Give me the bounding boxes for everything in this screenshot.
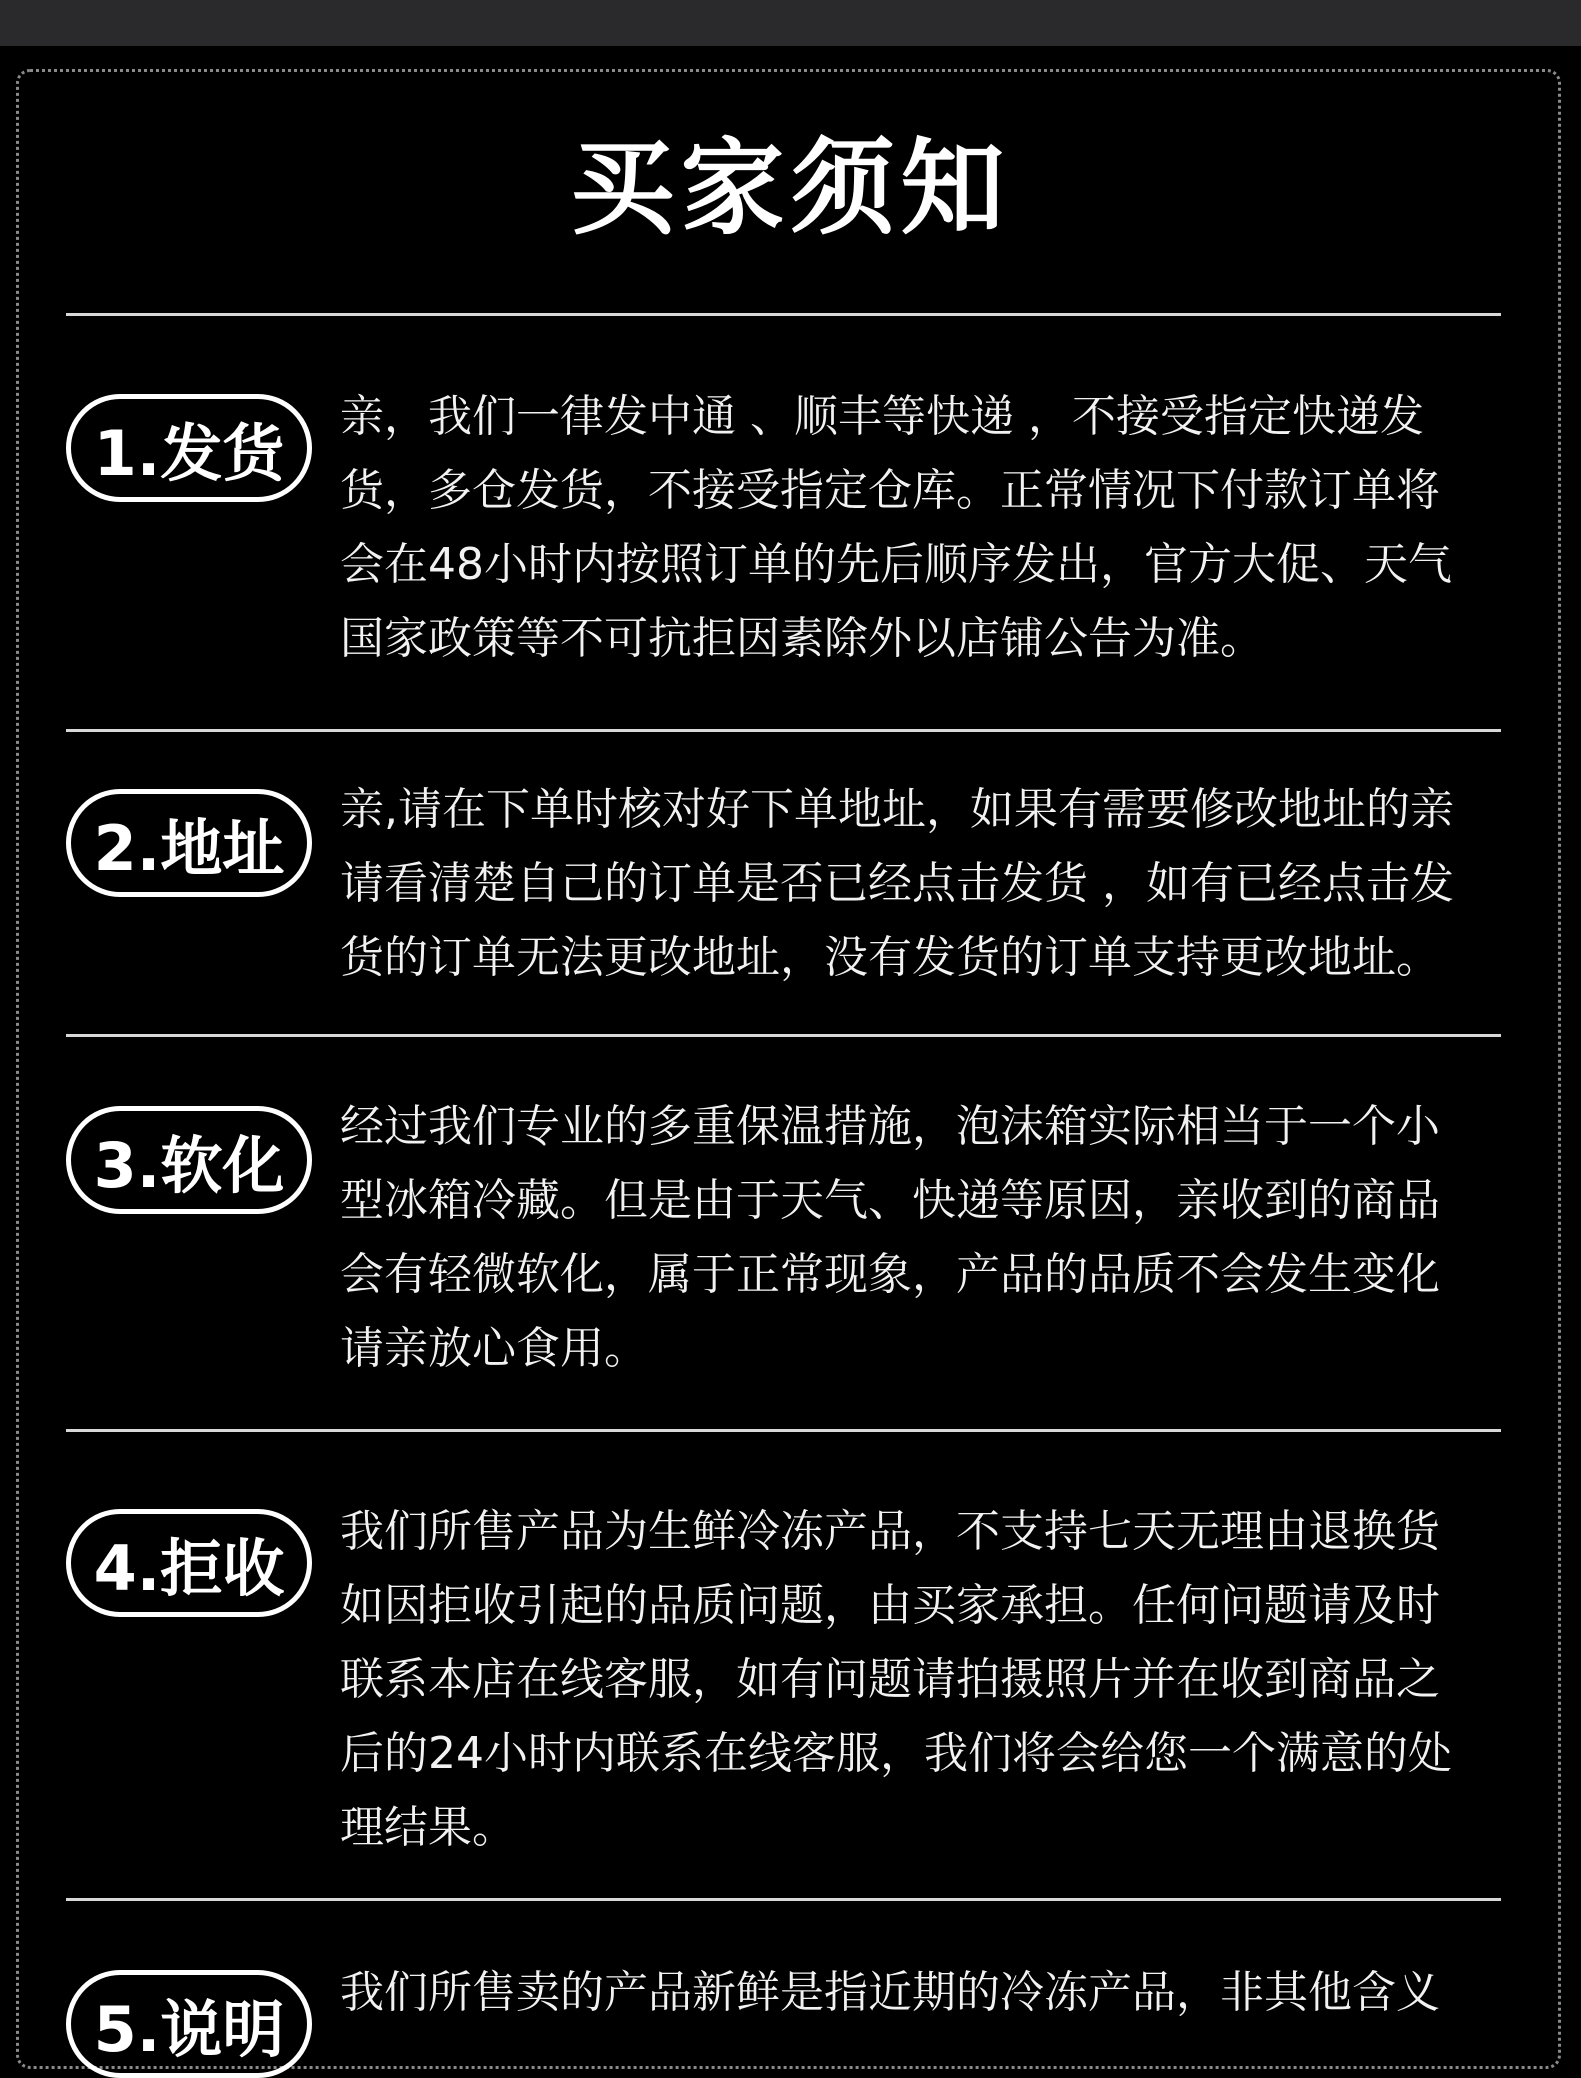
divider — [66, 1898, 1501, 1901]
divider — [66, 1034, 1501, 1037]
section-badge: 1.发货 — [66, 394, 312, 502]
section-text: 亲，我们一律发中通 、顺丰等快递 ，不接受指定快递发 货，多仓发货，不接受指定仓库。正常情况下付款订单将 会在48小时内按照订单的先后顺序发出，官方大促、天气 国家政策等不可抗拒因素除外以店铺公告为准。 — [340, 391, 1452, 664]
divider — [66, 313, 1501, 316]
section-badge: 2.地址 — [66, 789, 312, 897]
section-text: 我们所售产品为生鲜冷冻产品，不支持七天无理由退换货 如因拒收引起的品质问题，由买家承担。任何问题请及时 联系本店在线客服，如有问题请拍摄照片并在收到商品之 后的24小时内联系在线客服，我们将会给您一个满意的处 理结果。 — [340, 1506, 1452, 1853]
section-badge: 4.拒收 — [66, 1509, 312, 1617]
divider — [66, 1429, 1501, 1432]
divider — [66, 729, 1501, 732]
section-text: 我们所售卖的产品新鲜是指近期的冷冻产品，非其他含义 — [340, 1967, 1440, 2018]
section-text: 经过我们专业的多重保温措施，泡沫箱实际相当于一个小 型冰箱冷藏。但是由于天气、快递等原因，亲收到的商品 会有轻微软化，属于正常现象，产品的品质不会发生变化 请亲放心食用。 — [340, 1101, 1440, 1374]
section-text: 亲,请在下单时核对好下单地址，如果有需要修改地址的亲 请看清楚自己的订单是否已经点击发货 ，如有已经点击发 货的订单无法更改地址，没有发货的订单支持更改地址。 — [340, 784, 1454, 983]
top-bar — [0, 0, 1581, 46]
section-badge: 3.软化 — [66, 1106, 312, 1214]
page-title: 买家须知 — [570, 127, 1011, 249]
section-badge: 5.说明 — [66, 1970, 312, 2078]
